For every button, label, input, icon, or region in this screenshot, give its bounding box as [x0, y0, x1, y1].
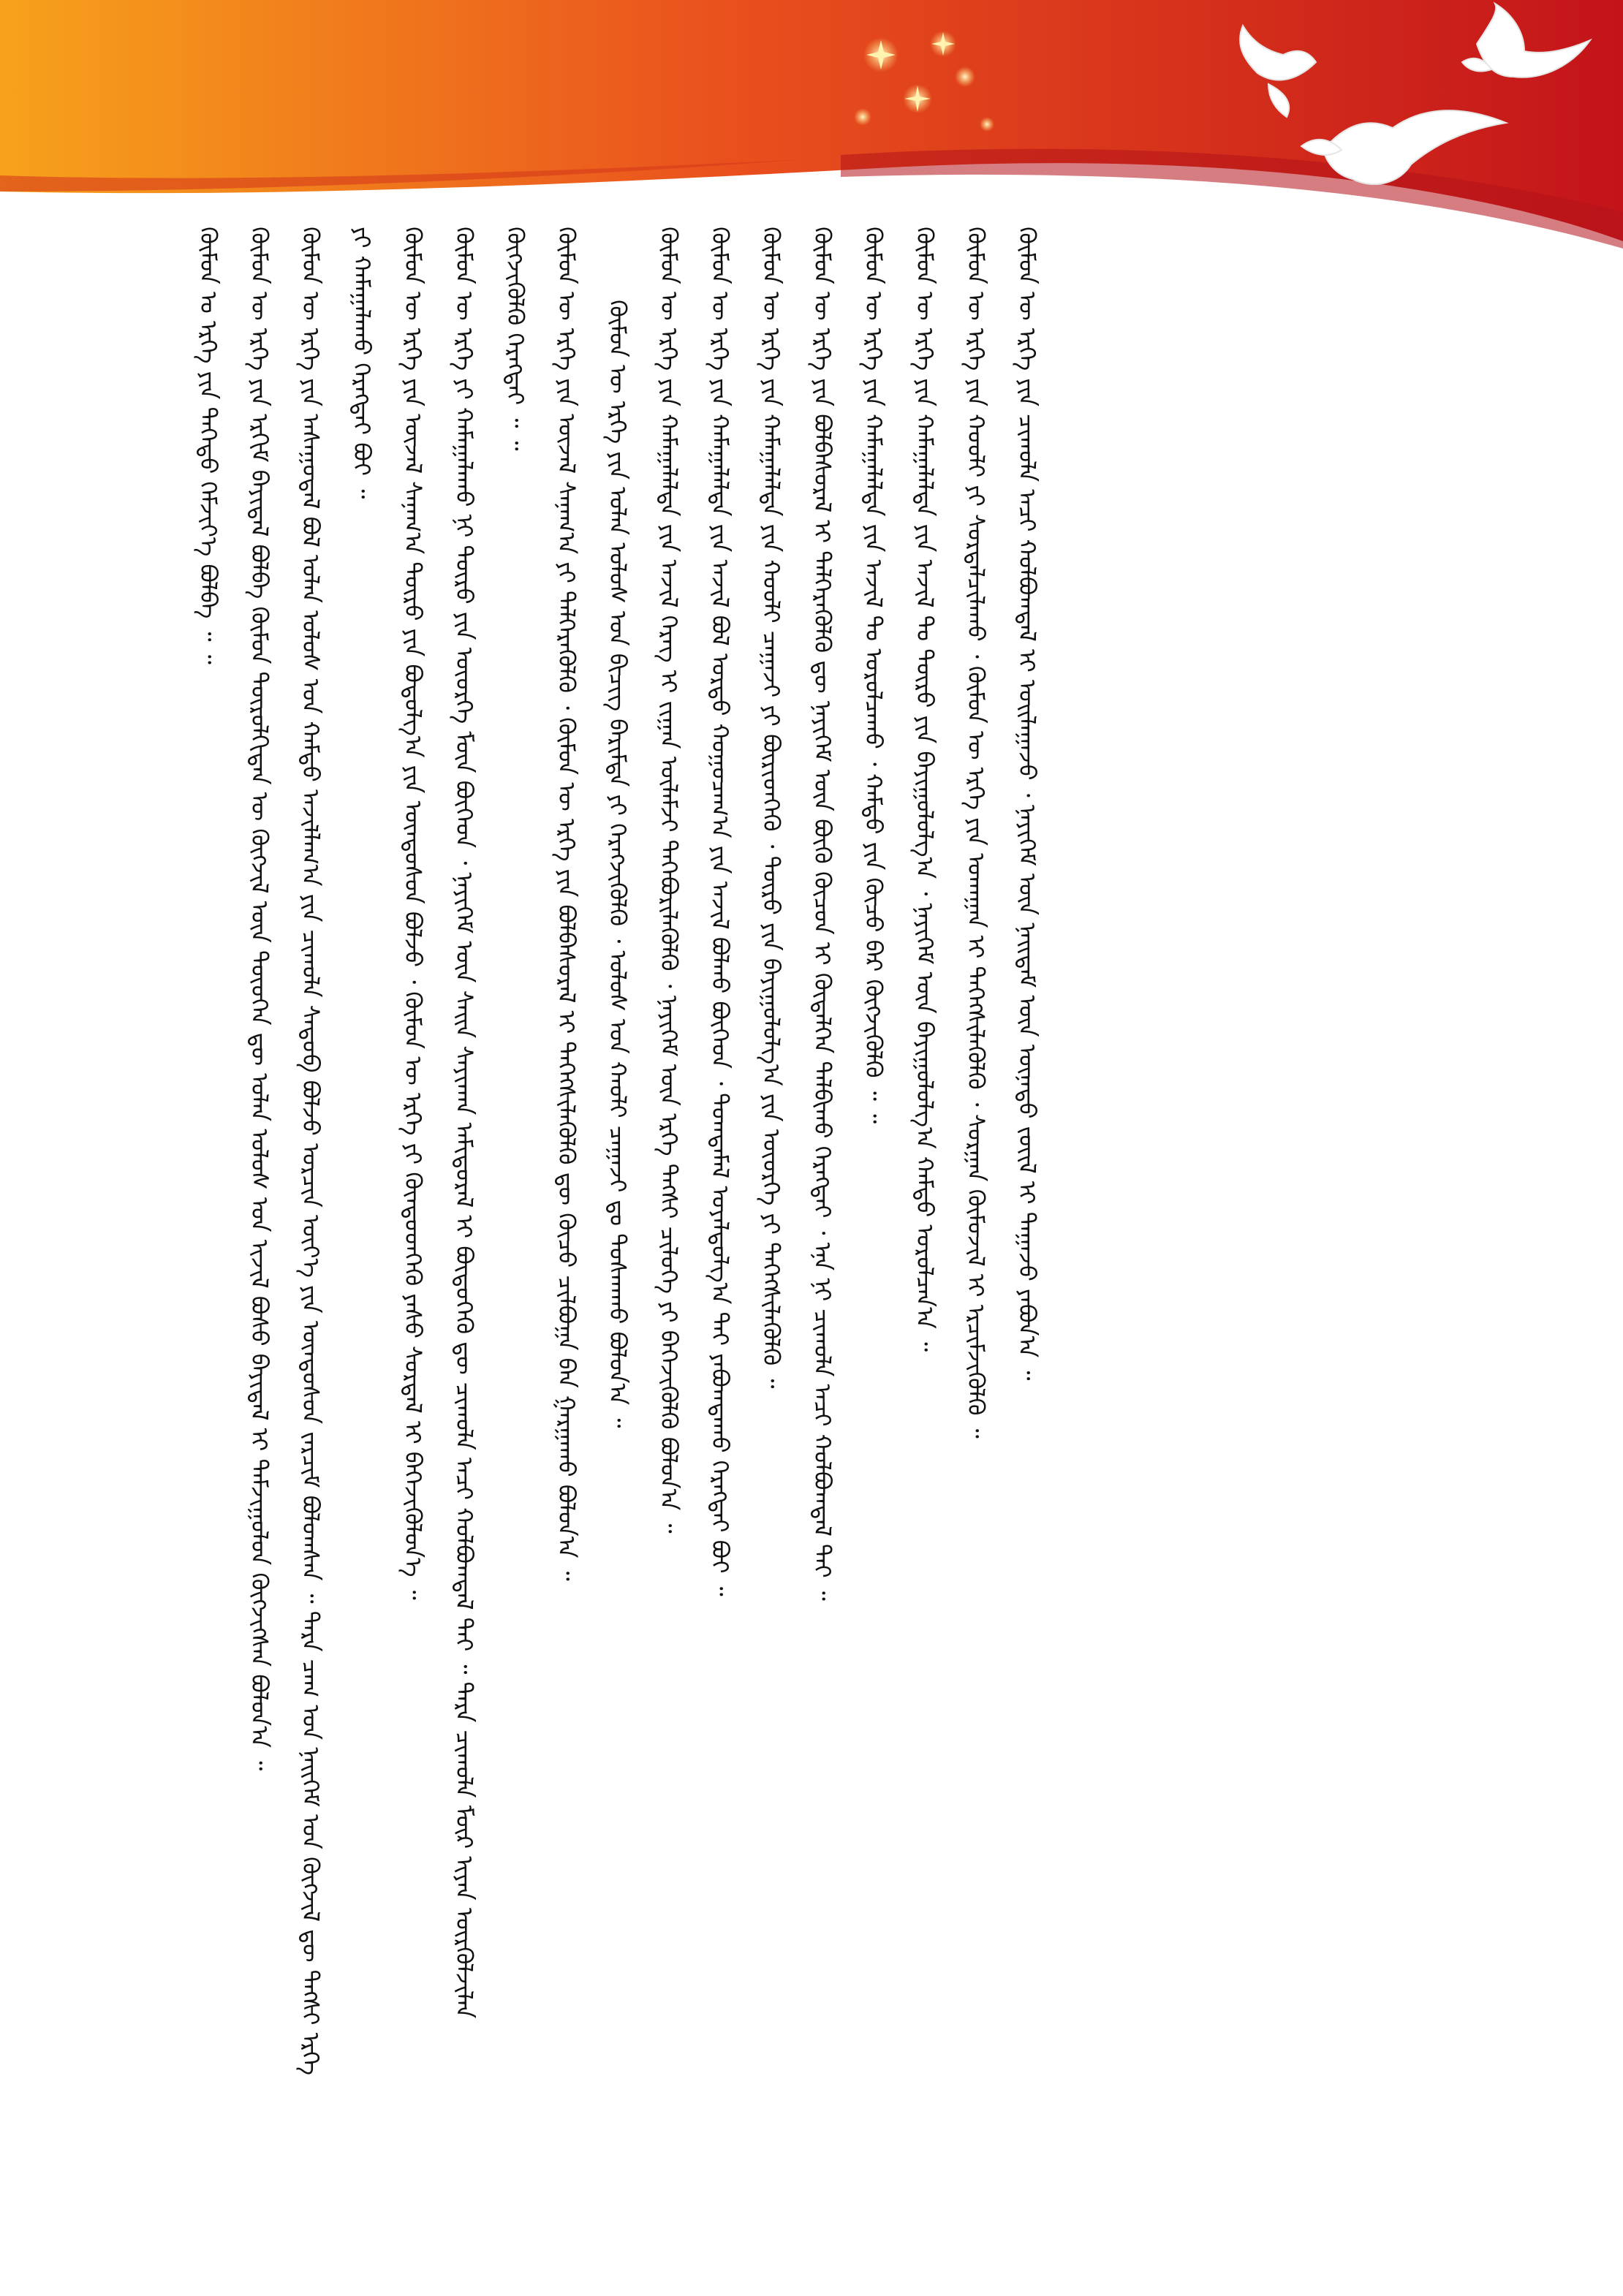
paragraph: ᠬᠦᠮᠦᠨ ᠦ ᠡᠷᠬᠡ ᠶᠢᠨ ᠦᠵᠡᠯ ᠰᠠᠨᠠᠭ᠎ᠠ ᠶᠢ ᠳᠡᠯᠬᠡᠷᠡᠭᠦᠯᠬᠦ ᠂ ᠬᠦᠮᠦᠨ ᠦ ᠡᠷᠬᠡ ᠶᠢᠨ ᠪᠣᠯᠪᠠᠰᠤᠷᠠᠯ ᠢ ᠳᠡᠭᠡᠭᠰᠢᠯᠡᠭᠦᠯᠬᠦ ᠳᠦ ᠬᠦᠴᠦ ᠴᠢᠯᠪᠤᠭᠠ ᠪᠡᠨ ᠭᠠᠷᠭᠠᠬᠤ ᠪᠣᠯᠤᠨ᠎ᠠ ᠃	[553, 227, 580, 1581]
paragraph: ᠬᠦᠮᠦᠨ ᠦ ᠡᠷᠬᠡ ᠶᠢᠨ ᠬᠠᠮᠠᠭᠠᠯᠠᠯᠲᠠ ᠶᠢᠨ ᠬᠤᠤᠯᠢ ᠴᠠᠭᠠᠵᠢ ᠶᠢ ᠪᠦᠷᠢᠳᠬᠡᠬᠦ ᠂ ᠲᠥᠷᠦ ᠶᠢᠨ ᠪᠠᠶᠢᠭᠤᠯᠤᠯᠭ᠎ᠠ ᠶᠢᠨ ᠦᠦᠷᠭᠡ ᠶᠢ ᠳᠡᠭᠡᠭᠰᠢᠯᠡᠭᠦᠯᠬᠦ ᠃	[757, 227, 785, 1389]
mongolian-text-body	[183, 227, 1382, 2098]
header-banner	[0, 0, 1623, 263]
paragraph: ᠬᠦᠮᠦᠨ ᠦ ᠡᠷᠬᠡ ᠶᠢᠨ ᠬᠤᠤᠯᠢ ᠶᠢ ᠰᠤᠷᠲᠠᠯᠴᠢᠯᠠᠬᠤ ᠂ ᠬᠦᠮᠦᠨ ᠦ ᠡᠷᠬᠡ ᠶᠢᠨ ᠤᠬᠠᠭᠠᠨ ᠢ ᠳᠡᠭᠡᠭᠰᠢᠯᠡᠭᠦᠯᠬᠦ ᠂ ᠰᠤᠷᠭᠠᠨ ᠬᠦᠮᠦᠵᠢᠯ ᠢ ᠡᠷᠴᠢᠮᠵᠢᠭᠦᠯᠬᠦ ᠃	[962, 227, 990, 1439]
banner-graphic	[0, 0, 1623, 263]
paragraph: ᠬᠦᠮᠦᠨ ᠦ ᠡᠷᠬᠡ ᠶᠢᠨ ᠬᠠᠮᠠᠭᠠᠯᠠᠯᠲᠠ ᠶᠢᠨ ᠠᠵᠢᠯ ᠬᠡᠷᠡᠭ ᠢ ᠵᠢᠭᠠᠨ ᠦᠯᠡᠮᠵᠢ ᠳᠡᠭᠡᠪᠦᠷᠢᠯᠡᠭᠦᠯᠬᠦ ᠂ ᠨᠡᠶᠢᠭᠡᠮ ᠦᠨ ᠡᠷᠬᠡ ᠲᠡᠭᠰᠢ ᠴᠢᠯᠦᠭᠡ ᠶᠢ ᠪᠡᠬᠡᠵᠢᠭᠦᠯᠬᠦ ᠪᠣᠯᠤᠨ᠎ᠠ ᠃	[655, 227, 683, 1534]
paragraph: ᠬᠦᠮᠦᠨ ᠦ ᠡᠷᠬᠡ ᠶᠢᠨ ᠬᠠᠮᠠᠭᠠᠯᠠᠯᠲᠠ ᠶᠢᠨ ᠠᠵᠢᠯ ᠲᠤ ᠲᠥᠷᠦ ᠶᠢᠨ ᠪᠠᠶᠢᠭᠤᠯᠤᠯᠭ᠎ᠠ ᠂ ᠨᠡᠶᠢᠭᠡᠮ ᠦᠨ ᠪᠠᠶᠢᠭᠤᠯᠤᠯᠭ᠎ᠠ ᠬᠠᠮᠲᠤ ᠣᠷᠤᠯᠴᠠᠨ᠎ᠠ ᠃	[911, 227, 939, 1352]
paragraph: ᠬᠦᠮᠦᠨ ᠦ ᠡᠷᠬᠡ ᠶᠢᠨ ᠬᠠᠮᠠᠭᠠᠯᠠᠯᠲᠠ ᠶᠢᠨ ᠠᠵᠢᠯ ᠪᠣᠯ ᠤᠷᠲᠤ ᠬᠤᠭᠤᠴᠠᠭ᠎ᠠ ᠶᠢᠨ ᠠᠵᠢᠯ ᠪᠣᠯᠬᠤ ᠪᠥᠭᠡᠳ ᠂ ᠲᠣᠭᠲᠠᠮᠠᠯ ᠤᠶᠠᠯᠳᠤᠯᠭ᠎ᠠ ᠲᠠᠢ ᠶᠠᠪᠤᠭᠳᠠᠬᠤ ᠬᠡᠷᠡᠭᠲᠡᠢ ᠪᠤᠢ ᠃	[706, 227, 734, 1596]
paragraph: ᠬᠦᠮᠦᠨ ᠦ ᠡᠷᠬᠡ ᠶᠢᠨ ᠴᠢᠬᠤᠯᠠ ᠠᠴᠢ ᠬᠣᠯᠪᠣᠭᠳᠠᠯ ᠢ ᠣᠢᠯᠠᠭᠠᠵᠤ ᠂ ᠨᠡᠶᠢᠭᠡᠮ ᠦᠨ ᠨᠡᠢᠳᠡᠮ ᠦᠨ ᠦᠨᠡᠲᠦ ᠵᠦᠢᠯ ᠢ ᠳᠠᠭᠠᠵᠤ ᠶᠠᠪᠤᠨ᠎ᠠ ᠃	[1013, 227, 1041, 1381]
paragraph: ᠬᠦᠮᠦᠨ ᠦ ᠡᠷᠬᠡ ᠶᠢᠨ ᠬᠠᠮᠠᠭᠠᠯᠠᠯᠲᠠ ᠶᠢᠨ ᠠᠵᠢᠯ ᠲᠤ ᠣᠷᠤᠯᠴᠠᠬᠤ ᠂ ᠬᠠᠮᠲᠤ ᠶᠢᠨ ᠬᠦᠴᠦ ᠪᠡᠷ ᠬᠥᠭᠵᠢᠭᠦᠯᠬᠦ ᠃ ᠃	[860, 227, 888, 1124]
paragraph: ᠬᠦᠮᠦᠨ ᠦ ᠡᠷᠬᠡ ᠶᠢ ᠬᠠᠮᠠᠭᠠᠯᠠᠬᠤ ᠨᠢ ᠲᠥᠷᠦ ᠶᠢᠨ ᠦᠦᠷᠭᠡ ᠮᠥᠨ ᠪᠥᠭᠡᠳ ᠂ ᠨᠡᠶᠢᠭᠡᠮ ᠦᠨ ᠰᠠᠢᠨ ᠰᠠᠶᠢᠬᠠᠨ ᠠᠮᠢᠳᠤᠷᠠᠯ ᠢ ᠪᠦᠲᠦᠭᠡᠬᠦ ᠳᠦ ᠴᠢᠬᠤᠯᠠ ᠠᠴᠢ ᠬᠣᠯᠪᠣᠭᠳᠠᠯ ᠲᠠᠢ ᠃ ᠲᠡᠷᠡ ᠴᠢᠬᠤᠯᠠ ᠮᠥᠷ ᠢᠶᠡᠨ ᠦᠷᠭᠦᠯᠵᠢᠯᠡᠨ ᠬᠥᠭᠵᠢᠭᠦᠯᠬᠦ ᠬᠡᠷᠡᠭᠲᠡᠢ ᠃ ᠃	[450, 227, 529, 2019]
paragraph: ᠬᠦᠮᠦᠨ ᠦ ᠡᠷᠬᠡ ᠶᠢᠨ ᠠᠰᠠᠭᠤᠳᠠᠯ ᠪᠣᠯ ᠣᠯᠠᠨ ᠤᠯᠤᠰ ᠤᠨ ᠬᠠᠮᠲᠤ ᠠᠵᠢᠯᠯᠠᠭ᠎ᠠ ᠶᠢᠨ ᠴᠢᠬᠤᠯᠠ ᠰᠡᠳᠦᠪ ᠪᠣᠯᠵᠤ ᠣᠷᠴᠢᠨ ᠦᠶ᠎ᠡ ᠶᠢᠨ ᠦᠨᠳᠦᠰᠦᠨ ᠵᠠᠷᠴᠢᠮ ᠪᠣᠯᠤᠭᠰᠠᠨ ᠃ ᠲᠡᠷᠡ ᠴᠠᠭ ᠤᠨ ᠨᠡᠢᠭᠡᠮ ᠤᠨ ᠬᠥᠭᠵᠢᠯ ᠳᠦ ᠲᠡᠭᠰᠢ ᠡᠷᠬᠡ ᠶᠢ ᠬᠠᠮᠠᠭᠠᠯᠠᠬᠤ ᠬᠡᠷᠡᠭᠲᠡᠢ ᠪᠤᠢ ᠃	[297, 227, 376, 2076]
paragraph: ᠬᠦᠮᠦᠨ ᠦ ᠡᠷᠬᠡ ᠶᠢᠨ ᠦᠵᠡᠯ ᠰᠠᠨᠠᠭ᠎ᠠ ᠲᠦᠷᠦ ᠶᠢᠨ ᠪᠣᠳᠤᠯᠭ᠎ᠠ ᠶᠢᠨ ᠦᠨᠳᠦᠰᠦᠨ ᠪᠣᠯᠵᠤ ᠂ ᠬᠦᠮᠦᠨ ᠦ ᠡᠷᠬᠡ ᠶᠢ ᠬᠦᠨᠳᠦᠳᠬᠡᠬᠦ ᠶᠠᠰᠤ ᠰᠤᠷᠳᠠᠯ ᠢ ᠪᠡᠬᠡᠵᠢᠭᠦᠯᠦᠨ᠎ᠡ ᠃	[399, 227, 427, 1600]
paragraph: ᠬᠦᠮᠦᠨ ᠦ ᠡᠷᠬᠡ ᠶᠢᠨ ᠣᠯᠠᠨ ᠤᠯᠤᠰ ᠤᠨ ᠪᠢᠴᠢᠭ ᠪᠠᠷᠢᠮᠲᠠ ᠶᠢ ᠬᠡᠷᠡᠭᠵᠢᠭᠦᠯᠬᠦ ᠂ ᠤᠯᠤᠰ ᠤᠨ ᠬᠠᠤᠯᠢ ᠴᠠᠭᠠᠵᠢ ᠳᠤ ᠲᠤᠰᠬᠠᠬᠤ ᠪᠣᠯᠤᠨ᠎ᠠ ᠃	[604, 300, 632, 1428]
paragraph: ᠬᠦᠮᠦᠨ ᠦ ᠡᠷᠬᠡ ᠶᠢᠨ ᠪᠣᠯᠪᠠᠰᠤᠷᠠᠯ ᠢ ᠳᠡᠯᠬᠡᠷᠡᠭᠦᠯᠬᠦ ᠳᠦ ᠨᠡᠶᠢᠭᠡᠮ ᠦᠨ ᠪᠦᠬᠦ ᠬᠦᠴᠦᠨ ᠢ ᠬᠥᠳᠡᠯᠭᠡᠨ ᠲᠠᠯᠪᠢᠬᠤ ᠬᠡᠷᠡᠭᠲᠡᠢ ᠂ ᠡᠨᠡ ᠨᠢ ᠴᠢᠬᠤᠯᠠ ᠠᠴᠢ ᠬᠣᠯᠪᠣᠭᠳᠠᠯ ᠲᠠᠢ ᠃	[809, 227, 836, 1601]
paragraph: ᠬᠦᠮᠦᠨ ᠤ ᠡᠷᠬᠡ ᠶᠢᠨ ᠳᠡᠭᠡᠳᠦ ᠬᠡᠮᠵᠢᠶ᠎ᠡ ᠪᠣᠯᠪᠠ ᠃ ᠃	[194, 227, 222, 664]
paragraph: ᠬᠦᠮᠦᠨ ᠦ ᠡᠷᠬᠡ ᠶᠢᠨ ᠡᠷᠬᠢᠮ ᠪᠠᠶᠢᠳᠠᠯ ᠪᠣᠯᠪᠠ ᠬᠦᠮᠦᠨ ᠲᠦᠷᠦᠯᠬᠢᠲᠡᠨ ᠦ ᠬᠥᠭᠵᠢᠯ ᠦᠨ ᠲᠦᠦᠬᠡᠨ ᠳᠦ ᠣᠯᠠᠨ ᠤᠯᠤᠰ ᠤᠨ ᠢᠵᠢᠯ ᠪᠤᠰᠤ ᠪᠠᠶᠢᠳᠠᠯ ᠢ ᠳᠠᠮᠵᠢᠭᠤᠯᠤᠨ ᠬᠥᠭᠵᠢᠭᠰᠡᠨ ᠪᠣᠯᠤᠨ᠎ᠠ ᠃	[246, 227, 273, 1771]
